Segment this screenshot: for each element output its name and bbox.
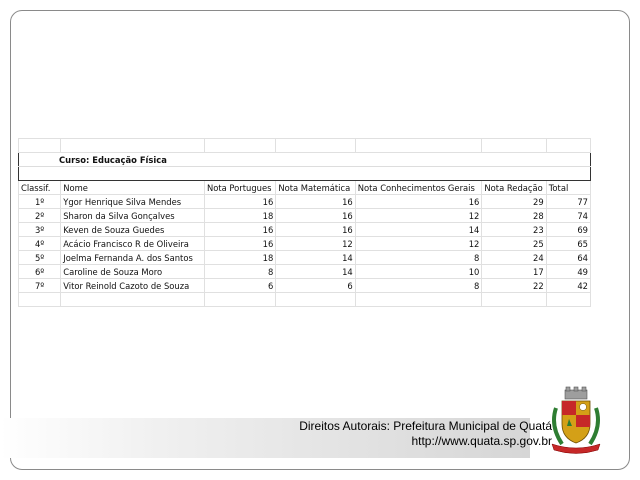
cell-portugues: 16 (204, 237, 275, 251)
cell-gerais: 16 (355, 195, 482, 209)
cell-portugues: 18 (204, 251, 275, 265)
blank-row (19, 139, 591, 153)
cell-nome: Acácio Francisco R de Oliveira (61, 237, 205, 251)
footer-credits (299, 419, 552, 449)
table-row (19, 237, 591, 251)
cell-nome: Caroline de Souza Moro (61, 265, 205, 279)
cell-gerais: 10 (355, 265, 482, 279)
cell-portugues: 16 (204, 195, 275, 209)
cell-total: 64 (546, 251, 590, 265)
cell-redacao: 22 (482, 279, 546, 293)
course-title: Curso: Educação Física (19, 153, 591, 167)
cell-total: 42 (546, 279, 590, 293)
cell-matematica: 16 (276, 223, 355, 237)
cell-matematica: 12 (276, 237, 355, 251)
copyright-text: Direitos Autorais: Prefeitura Municipal de Quatá (299, 419, 552, 433)
cell-total: 65 (546, 237, 590, 251)
cell-redacao: 28 (482, 209, 546, 223)
col-header-gerais: Nota Conhecimentos Gerais (355, 181, 482, 195)
cell-nome: Vitor Reinold Cazoto de Souza (61, 279, 205, 293)
results-spreadsheet (18, 138, 602, 307)
table-row (19, 209, 591, 223)
cell-nome: Sharon da Silva Gonçalves (61, 209, 205, 223)
cell-matematica: 16 (276, 195, 355, 209)
cell-matematica: 14 (276, 265, 355, 279)
table-row (19, 251, 591, 265)
cell-nome: Joelma Fernanda A. dos Santos (61, 251, 205, 265)
municipal-crest-icon (548, 386, 604, 458)
cell-total: 74 (546, 209, 590, 223)
cell-redacao: 25 (482, 237, 546, 251)
title-row (19, 153, 591, 167)
cell-classif: 4º (19, 237, 61, 251)
table-row (19, 265, 591, 279)
cell-matematica: 16 (276, 209, 355, 223)
cell-gerais: 12 (355, 209, 482, 223)
cell-redacao: 17 (482, 265, 546, 279)
table-row (19, 195, 591, 209)
header-row (19, 181, 591, 195)
table-row (19, 223, 591, 237)
cell-portugues: 18 (204, 209, 275, 223)
cell-portugues: 6 (204, 279, 275, 293)
website-link[interactable]: http://www.quata.sp.gov.br (411, 434, 552, 448)
col-header-classif: Classif. (19, 181, 61, 195)
cell-total: 69 (546, 223, 590, 237)
cell-classif: 7º (19, 279, 61, 293)
cell-matematica: 6 (276, 279, 355, 293)
table-row (19, 279, 591, 293)
results-table (18, 138, 591, 307)
cell-gerais: 8 (355, 251, 482, 265)
cell-gerais: 14 (355, 223, 482, 237)
cell-classif: 3º (19, 223, 61, 237)
cell-redacao: 24 (482, 251, 546, 265)
blank-row (19, 293, 591, 307)
cell-matematica: 14 (276, 251, 355, 265)
cell-total: 77 (546, 195, 590, 209)
cell-portugues: 8 (204, 265, 275, 279)
cell-classif: 5º (19, 251, 61, 265)
col-header-nome: Nome (61, 181, 205, 195)
col-header-total: Total (546, 181, 590, 195)
col-header-redacao: Nota Redação (482, 181, 546, 195)
cell-redacao: 29 (482, 195, 546, 209)
cell-total: 49 (546, 265, 590, 279)
cell-gerais: 12 (355, 237, 482, 251)
col-header-portugues: Nota Portugues (204, 181, 275, 195)
cell-classif: 2º (19, 209, 61, 223)
cell-nome: Keven de Souza Guedes (61, 223, 205, 237)
cell-gerais: 8 (355, 279, 482, 293)
cell-classif: 6º (19, 265, 61, 279)
cell-portugues: 16 (204, 223, 275, 237)
cell-nome: Ygor Henrique Silva Mendes (61, 195, 205, 209)
col-header-matematica: Nota Matemática (276, 181, 355, 195)
spacer-row (19, 167, 591, 181)
cell-redacao: 23 (482, 223, 546, 237)
cell-classif: 1º (19, 195, 61, 209)
